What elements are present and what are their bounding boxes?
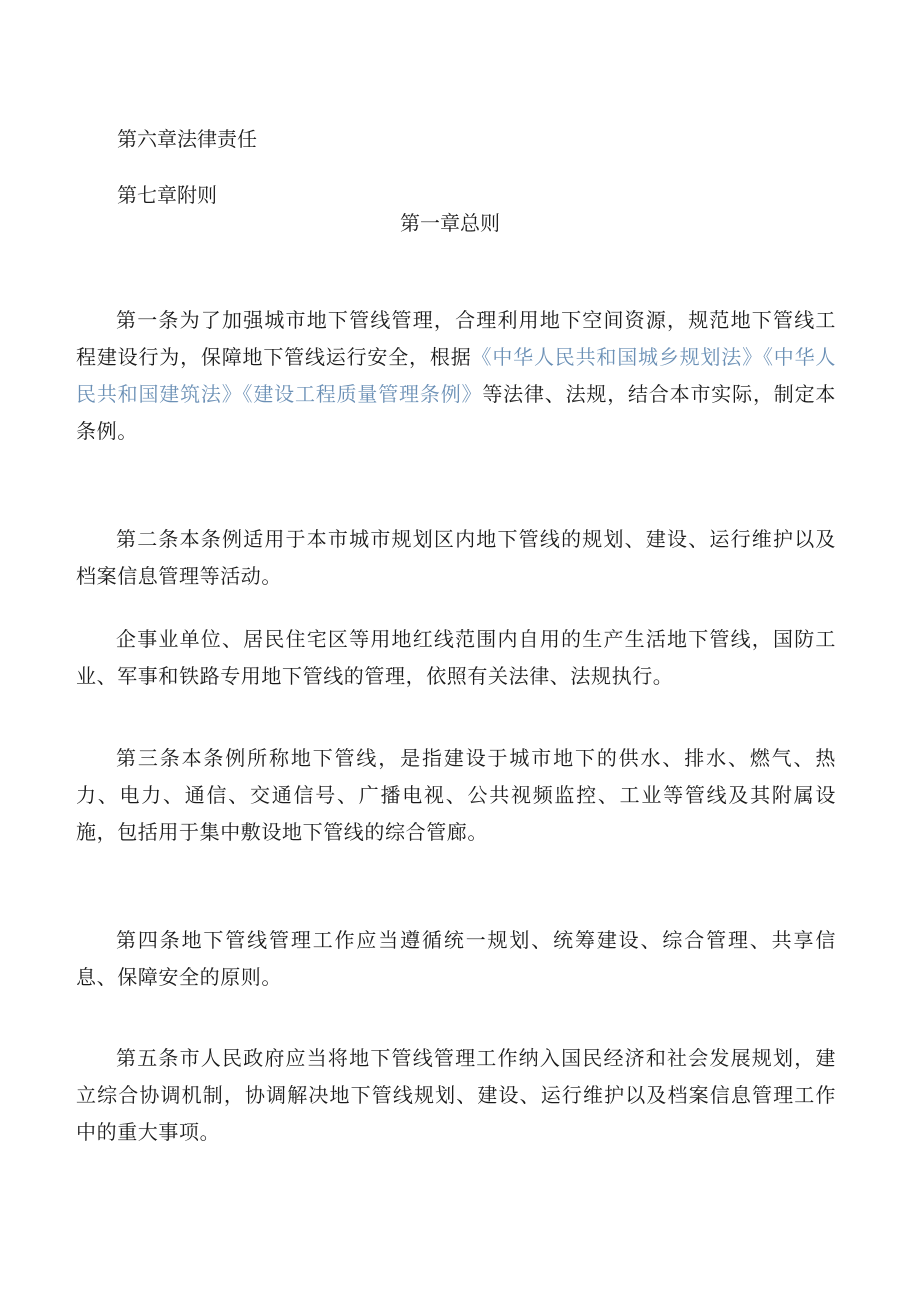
toc-chapter-6: 第六章法律责任	[117, 127, 257, 151]
article-3: 第三条本条例所称地下管线，是指建设于城市地下的供水、排水、燃气、热力、电力、通信、交通信号、广播电视、公共视频监控、工业等管线及其附属设施，包括用于集中敷设地下管线的综合管廊。	[76, 746, 836, 844]
law-link-urban-rural-planning[interactable]: 《中华人民共和国城乡规划法》	[471, 345, 763, 369]
law-link-quality-regulation[interactable]: 《建设工程质量管理条例》	[242, 382, 483, 406]
toc-chapter-7: 第七章附则	[117, 183, 217, 207]
article-4: 第四条地下管线管理工作应当遵循统一规划、统筹建设、综合管理、共享信息、保障安全的原则。	[76, 928, 836, 989]
chapter-title: 第一章总则	[400, 211, 500, 235]
article-5: 第五条市人民政府应当将地下管线管理工作纳入国民经济和社会发展规划，建立综合协调机制，协调解决地下管线规划、建设、运行维护以及档案信息管理工作中的重大事项。	[76, 1046, 836, 1144]
article-2-paragraph-2: 企事业单位、居民住宅区等用地红线范围内自用的生产生活地下管线，国防工业、军事和铁路专用地下管线的管理，依照有关法律、法规执行。	[76, 627, 836, 688]
article-2: 第二条本条例适用于本市城市规划区内地下管线的规划、建设、运行维护以及档案信息管理等活动。	[76, 527, 836, 588]
law-link-construction-law[interactable]: 《中华人民共和国建筑法》	[76, 345, 837, 406]
article-1-text-start: 第一条为了加强城市地下管线管理，合理利用地下空间资源，规范地下管线工程建设行为，保障地下管线运行安全，根据	[76, 308, 836, 369]
article-1-text-end: 等法律、法规，结合本市实际，制定本条例。	[76, 382, 836, 443]
article-1	[76, 302, 836, 450]
